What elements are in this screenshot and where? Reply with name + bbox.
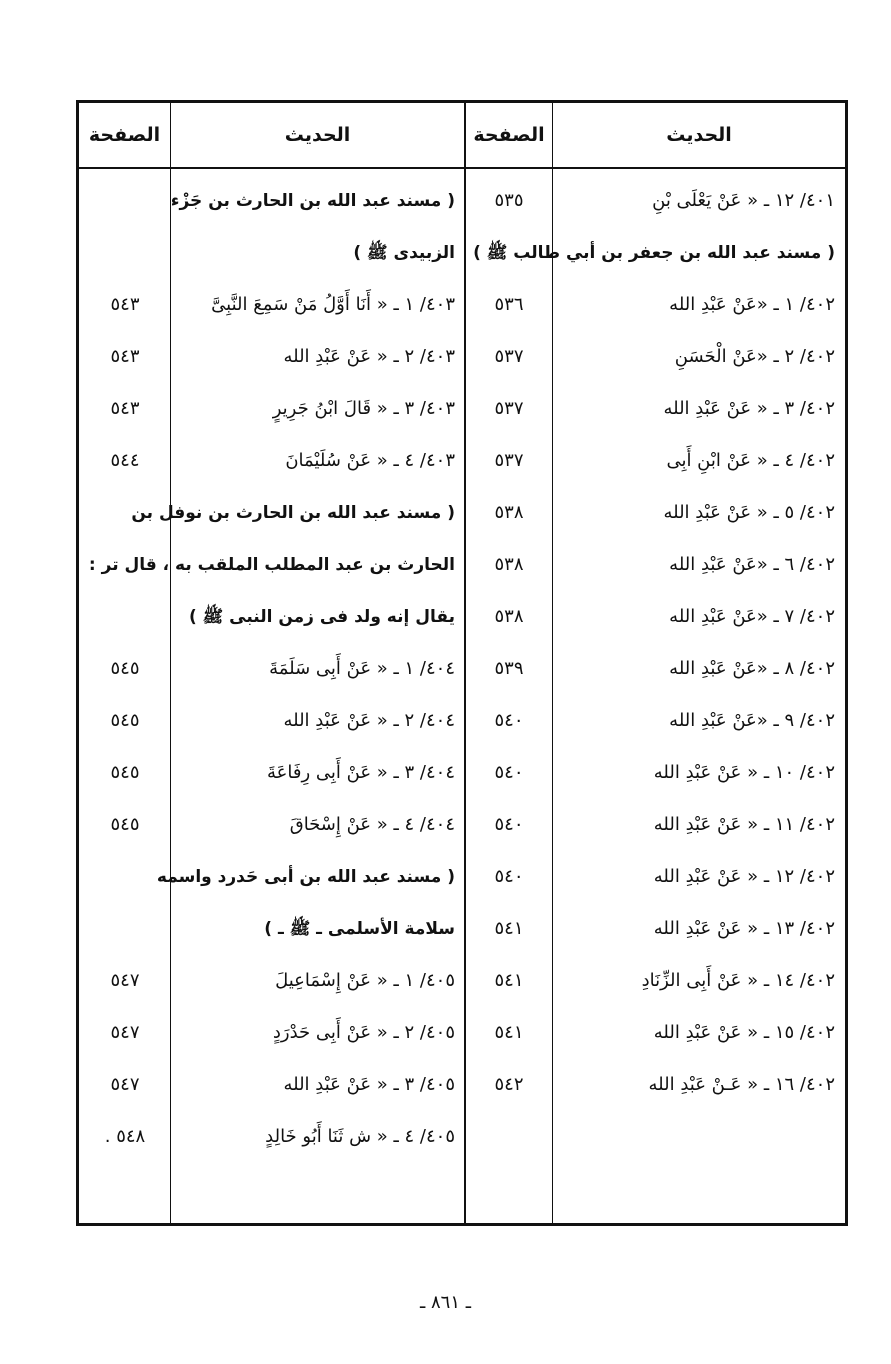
right-row-hadith: ٤٠٢/ ٦ ـ «عَنْ عَبْدِ الله <box>669 554 835 575</box>
right-row-hadith: ٤٠٢/ ٣ ـ « عَنْ عَبْدِ الله <box>663 398 835 419</box>
right-row-hadith: ٤٠٢/ ٩ ـ «عَنْ عَبْدِ الله <box>669 710 835 731</box>
right-row-page <box>467 227 551 279</box>
right-row-hadith: ٤٠٢/ ٤ ـ « عَنْ ابْنِ أَبِى <box>666 450 835 471</box>
left-row-hadith: ٤٠٤/ ٢ ـ « عَنْ عَبْدِ الله <box>283 710 455 731</box>
left-row-page: ٥٤٤ <box>110 450 140 471</box>
right-row-page: ٥٤١ <box>494 918 524 939</box>
header-right-page: الصفحة <box>473 124 545 146</box>
right-row-hadith: ٤٠٢/ ٢ ـ «عَنْ الْحَسَنِ <box>674 346 835 367</box>
left-row-page: ٥٤٥ <box>110 814 140 835</box>
right-row-hadith: ٤٠٢/ ١٠ ـ « عَنْ عَبْدِ الله <box>653 762 835 783</box>
divider-left-page <box>170 103 171 1223</box>
left-row-hadith: ٤٠٤/ ١ ـ « عَنْ أَبِى سَلَمَةَ <box>269 658 455 679</box>
left-row-page: ٥٤٧ <box>110 970 140 991</box>
left-row-hadith: ٤٠٥/ ١ ـ « عَنْ إِسْمَاعِيلَ <box>275 970 455 991</box>
left-row-page: ٥٤٣ <box>110 398 140 419</box>
header-left-hadith: الحديث <box>284 124 351 146</box>
header-divider <box>79 167 845 169</box>
left-row-page: ٥٤٥ <box>110 710 140 731</box>
left-row-page <box>81 175 169 227</box>
right-row-page: ٥٣٨ <box>494 606 524 627</box>
page-number: ـ ٨٦١ ـ <box>419 1292 471 1313</box>
left-row-hadith: ٤٠٣/ ٤ ـ « عَنْ سُلَيْمَانَ <box>285 450 455 471</box>
left-row-page: ٥٤٨ . <box>104 1126 146 1147</box>
left-row-page: ٥٤٥ <box>110 658 140 679</box>
left-row-hadith: ٤٠٣/ ١ ـ « أَنَا أَوَّلُ مَنْ سَمِعَ النَّبِىَّ <box>211 294 455 315</box>
left-row-hadith: الحارث بن عبد المطلب الملقب به ، قال تر : <box>88 555 455 575</box>
right-row-page: ٥٣٧ <box>494 346 524 367</box>
right-row-page: ٥٣٥ <box>494 190 524 211</box>
left-row-page: ٥٤٧ <box>110 1022 140 1043</box>
right-row-page: ٥٣٧ <box>494 398 524 419</box>
left-row-page <box>81 539 169 591</box>
index-table <box>76 100 848 1226</box>
header-right-hadith: الحديث <box>666 124 732 146</box>
left-row-hadith: ٤٠٣/ ٣ ـ « قَالَ ابْنُ جَرِيرٍ <box>272 398 455 419</box>
right-row-hadith: ٤٠٢/ ١٤ ـ « عَنْ أَبِى الزِّنَادِ <box>641 970 835 991</box>
right-row-hadith: ٤٠٢/ ١٣ ـ « عَنْ عَبْدِ الله <box>653 918 835 939</box>
left-row-hadith: ٤٠٥/ ٢ ـ « عَنْ أَبِى حَدْرَدٍ <box>272 1022 455 1043</box>
right-row-page: ٥٤٠ <box>494 866 524 887</box>
left-row-hadith: ٤٠٥/ ٣ ـ « عَنْ عَبْدِ الله <box>283 1074 455 1095</box>
right-row-hadith: ٤٠٢/ ١١ ـ « عَنْ عَبْدِ الله <box>653 814 835 835</box>
right-row-hadith: ٤٠٢/ ٥ ـ « عَنْ عَبْدِ الله <box>663 502 835 523</box>
left-row-page: ٥٤٥ <box>110 762 140 783</box>
right-row-page: ٥٣٦ <box>494 294 524 315</box>
left-row-hadith: ٤٠٤/ ٤ ـ « عَنْ إِسْحَاقَ <box>289 814 455 835</box>
right-row-hadith: ٤٠٢/ ١٢ ـ « عَنْ عَبْدِ الله <box>653 866 835 887</box>
left-row-hadith: ( مسند عبد الله بن الحارث بن جَزْء <box>170 191 455 211</box>
right-row-hadith: ٤٠٢/ ١٥ ـ « عَنْ عَبْدِ الله <box>653 1022 835 1043</box>
left-row-hadith: ٤٠٤/ ٣ ـ « عَنْ أَبِى رِفَاعَةَ <box>266 762 455 783</box>
right-row-page: ٥٣٩ <box>494 658 524 679</box>
left-row-hadith: يقال إنه ولد فى زمن النبى ﷺ ) <box>188 607 455 627</box>
left-row-hadith: سلامة الأسلمى ـ ﷺ ـ ) <box>264 919 455 939</box>
header-left-page: الصفحة <box>88 124 161 146</box>
left-row-page: ٥٤٧ <box>110 1074 140 1095</box>
left-row-hadith: ٤٠٣/ ٢ ـ « عَنْ عَبْدِ الله <box>283 346 455 367</box>
left-row-page: ٥٤٣ <box>110 294 140 315</box>
right-row-hadith: ٤٠٢/ ١ ـ «عَنْ عَبْدِ الله <box>669 294 835 315</box>
right-row-page: ٥٣٨ <box>494 554 524 575</box>
right-row-hadith: ٤٠٢/ ٧ ـ «عَنْ عَبْدِ الله <box>669 606 835 627</box>
left-row-page: ٥٤٣ <box>110 346 140 367</box>
right-row-page: ٥٣٨ <box>494 502 524 523</box>
left-row-hadith: ( مسند عبد الله بن الحارث بن نوفل بن <box>131 503 455 523</box>
left-row-page <box>81 487 169 539</box>
divider-center <box>464 103 466 1223</box>
right-row-page: ٥٤٠ <box>494 762 524 783</box>
left-row-page <box>81 591 169 643</box>
left-row-hadith: ٤٠٥/ ٤ ـ « ش ثَنَا أَبُو خَالِدٍ <box>265 1126 455 1147</box>
right-row-page: ٥٤١ <box>494 1022 524 1043</box>
right-row-hadith: ٤٠١/ ١٢ ـ « عَنْ يَعْلَى بْنِ <box>652 190 835 211</box>
right-row-hadith: ٤٠٢/ ٨ ـ «عَنْ عَبْدِ الله <box>669 658 835 679</box>
left-row-page <box>81 227 169 279</box>
left-row-page <box>81 851 169 903</box>
right-row-page: ٥٤١ <box>494 970 524 991</box>
right-row-hadith: ٤٠٢/ ١٦ ـ « عَـنْ عَبْدِ الله <box>648 1074 835 1095</box>
right-row-hadith: ( مسند عبد الله بن جعفر بن أبي طالب ﷺ ) <box>473 243 835 263</box>
right-row-page: ٥٤٠ <box>494 710 524 731</box>
right-row-page: ٥٤٠ <box>494 814 524 835</box>
left-row-page <box>81 903 169 955</box>
left-row-hadith: ( مسند عبد الله بن أبى حَدرد واسمه <box>156 867 455 887</box>
right-row-page: ٥٣٧ <box>494 450 524 471</box>
left-row-hadith: الزبيدى ﷺ ) <box>353 243 455 263</box>
right-row-page: ٥٤٢ <box>494 1074 524 1095</box>
